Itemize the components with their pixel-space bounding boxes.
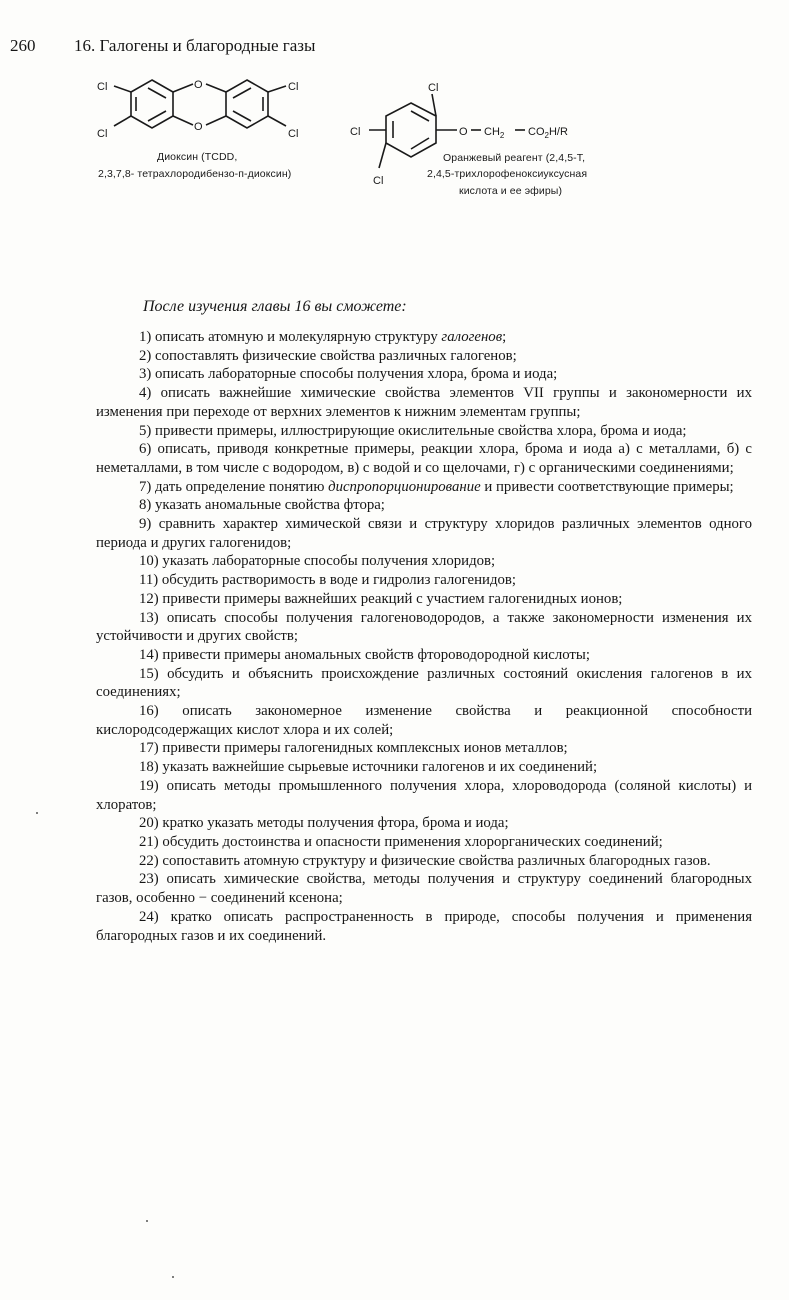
objectives-list [96,328,752,945]
dioxin-cl-bottom-left: Cl [97,128,108,140]
objective-item: 9) сравнить характер химической связи и структуру хлоридов различных элементов одного периода и других галогенидов; [96,516,752,551]
chapter-title: 16. Галогены и благородные газы [74,36,316,55]
agent-cl-left: Cl [350,126,361,138]
objective-item: 12) привести примеры важнейших реакций с участием галогенидных ионов; [139,590,623,607]
dioxin-left-ring [131,80,173,128]
agent-cl-bottom: Cl [373,175,384,187]
objective-item: 20) кратко указать методы получения фтора, брома и иода; [139,815,509,832]
objective-item: 13) описать способы получения галогеноводородов, а также закономерности изменения их устойчивости и других свойств; [96,609,752,645]
objective-item: 15) обсудить и объяснить происхождение различных состояний окисления галогенов в их соединениях; [96,665,752,701]
dioxin-caption-line1: Диоксин (TCDD, [157,151,238,163]
agent-oxygen: O [459,126,468,138]
objective-item: 18) указать важнейшие сырьевые источники галогенов и их соединений; [139,759,598,776]
chemical-structures-figure [0,0,789,230]
scan-speck [36,812,38,814]
objective-item: 4) описать важнейшие химические свойства элементов VII группы и закономерности их изменения при переходе от верхних элементов к нижним элементам группы; [96,385,752,420]
agent-ch2: $CH_2$ [484,126,505,140]
objective-item: 3) описать лабораторные способы получения хлора, брома и иода; [139,366,558,383]
objective-item: 21) обсудить достоинства и опасности применения хлорорганических соединений; [139,833,663,850]
dioxin-oxygen-bottom: O [194,121,203,133]
objective-item: 7) дать определение понятию диспропорционирование и привести соответствующие примеры; [139,478,734,495]
objective-item: 10) указать лабораторные способы получения хлоридов; [139,553,496,570]
agent-co2h: $CO_2H/R$ [528,126,568,140]
objective-item: 19) описать методы промышленного получения хлора, хлороводорода (соляной кислоты) и хлоратов; [96,777,752,813]
objective-item: 16) описать закономерное изменение свойства и реакционной способности кислородсодержащих кислот хлора и их солей; [96,703,752,738]
dioxin-cl-bottom-right: Cl [288,128,299,140]
chapter-objectives-intro: После изучения главы 16 вы сможете: [143,298,407,315]
agent-caption-line3: кислота и ее эфиры) [459,185,563,197]
page-number: 260 [10,36,36,55]
scan-speck [172,1276,174,1278]
objective-item: 2) сопоставлять физические свойства различных галогенов; [139,347,517,364]
dioxin-oxygen-top: O [194,79,203,91]
objective-item: 22) сопоставить атомную структуру и физические свойства различных благородных газов. [139,852,711,869]
dioxin-cl-top-left: Cl [97,81,108,93]
dioxin-structure [97,79,298,140]
objective-item: 17) привести примеры галогенидных комплексных ионов металлов; [139,740,568,757]
objective-item: 5) привести примеры, иллюстрирующие окислительные свойства хлора, брома и иода; [139,422,687,439]
scan-speck [146,1220,148,1222]
agent-cl-top: Cl [428,82,439,94]
objective-item: 1) описать атомную и молекулярную структуру галогенов; [139,329,507,345]
objective-item: 8) указать аномальные свойства фтора; [139,497,385,514]
objective-item: 11) обсудить растворимость в воде и гидролиз галогенидов; [139,572,516,589]
dioxin-caption-line2: 2,3,7,8- тетрахлородибензо-п-диоксин) [98,168,292,180]
objective-item: 24) кратко описать распространенность в природе, способы получения и применения благородных газов и их соединений. [96,908,752,944]
agent-caption-line1: Оранжевый реагент (2,4,5-T, [443,152,586,164]
agent-caption-line2: 2,4,5-трихлорофеноксиуксусная [427,168,588,180]
objective-item: 6) описать, приводя конкретные примеры, реакции хлора, брома и иода а) с металлами, б) с неметаллами, в том числе с водородом, в) с водой и со щелочами, г) с органическими соединениями; [96,441,752,476]
dioxin-right-ring [226,80,268,128]
objective-item: 23) описать химические свойства, методы получения и структуру соединений благородных газов, особенно − соединений ксенона; [96,871,752,907]
dioxin-cl-top-right: Cl [288,81,299,93]
objective-item: 14) привести примеры аномальных свойств фтороводородной кислоты; [139,646,590,663]
